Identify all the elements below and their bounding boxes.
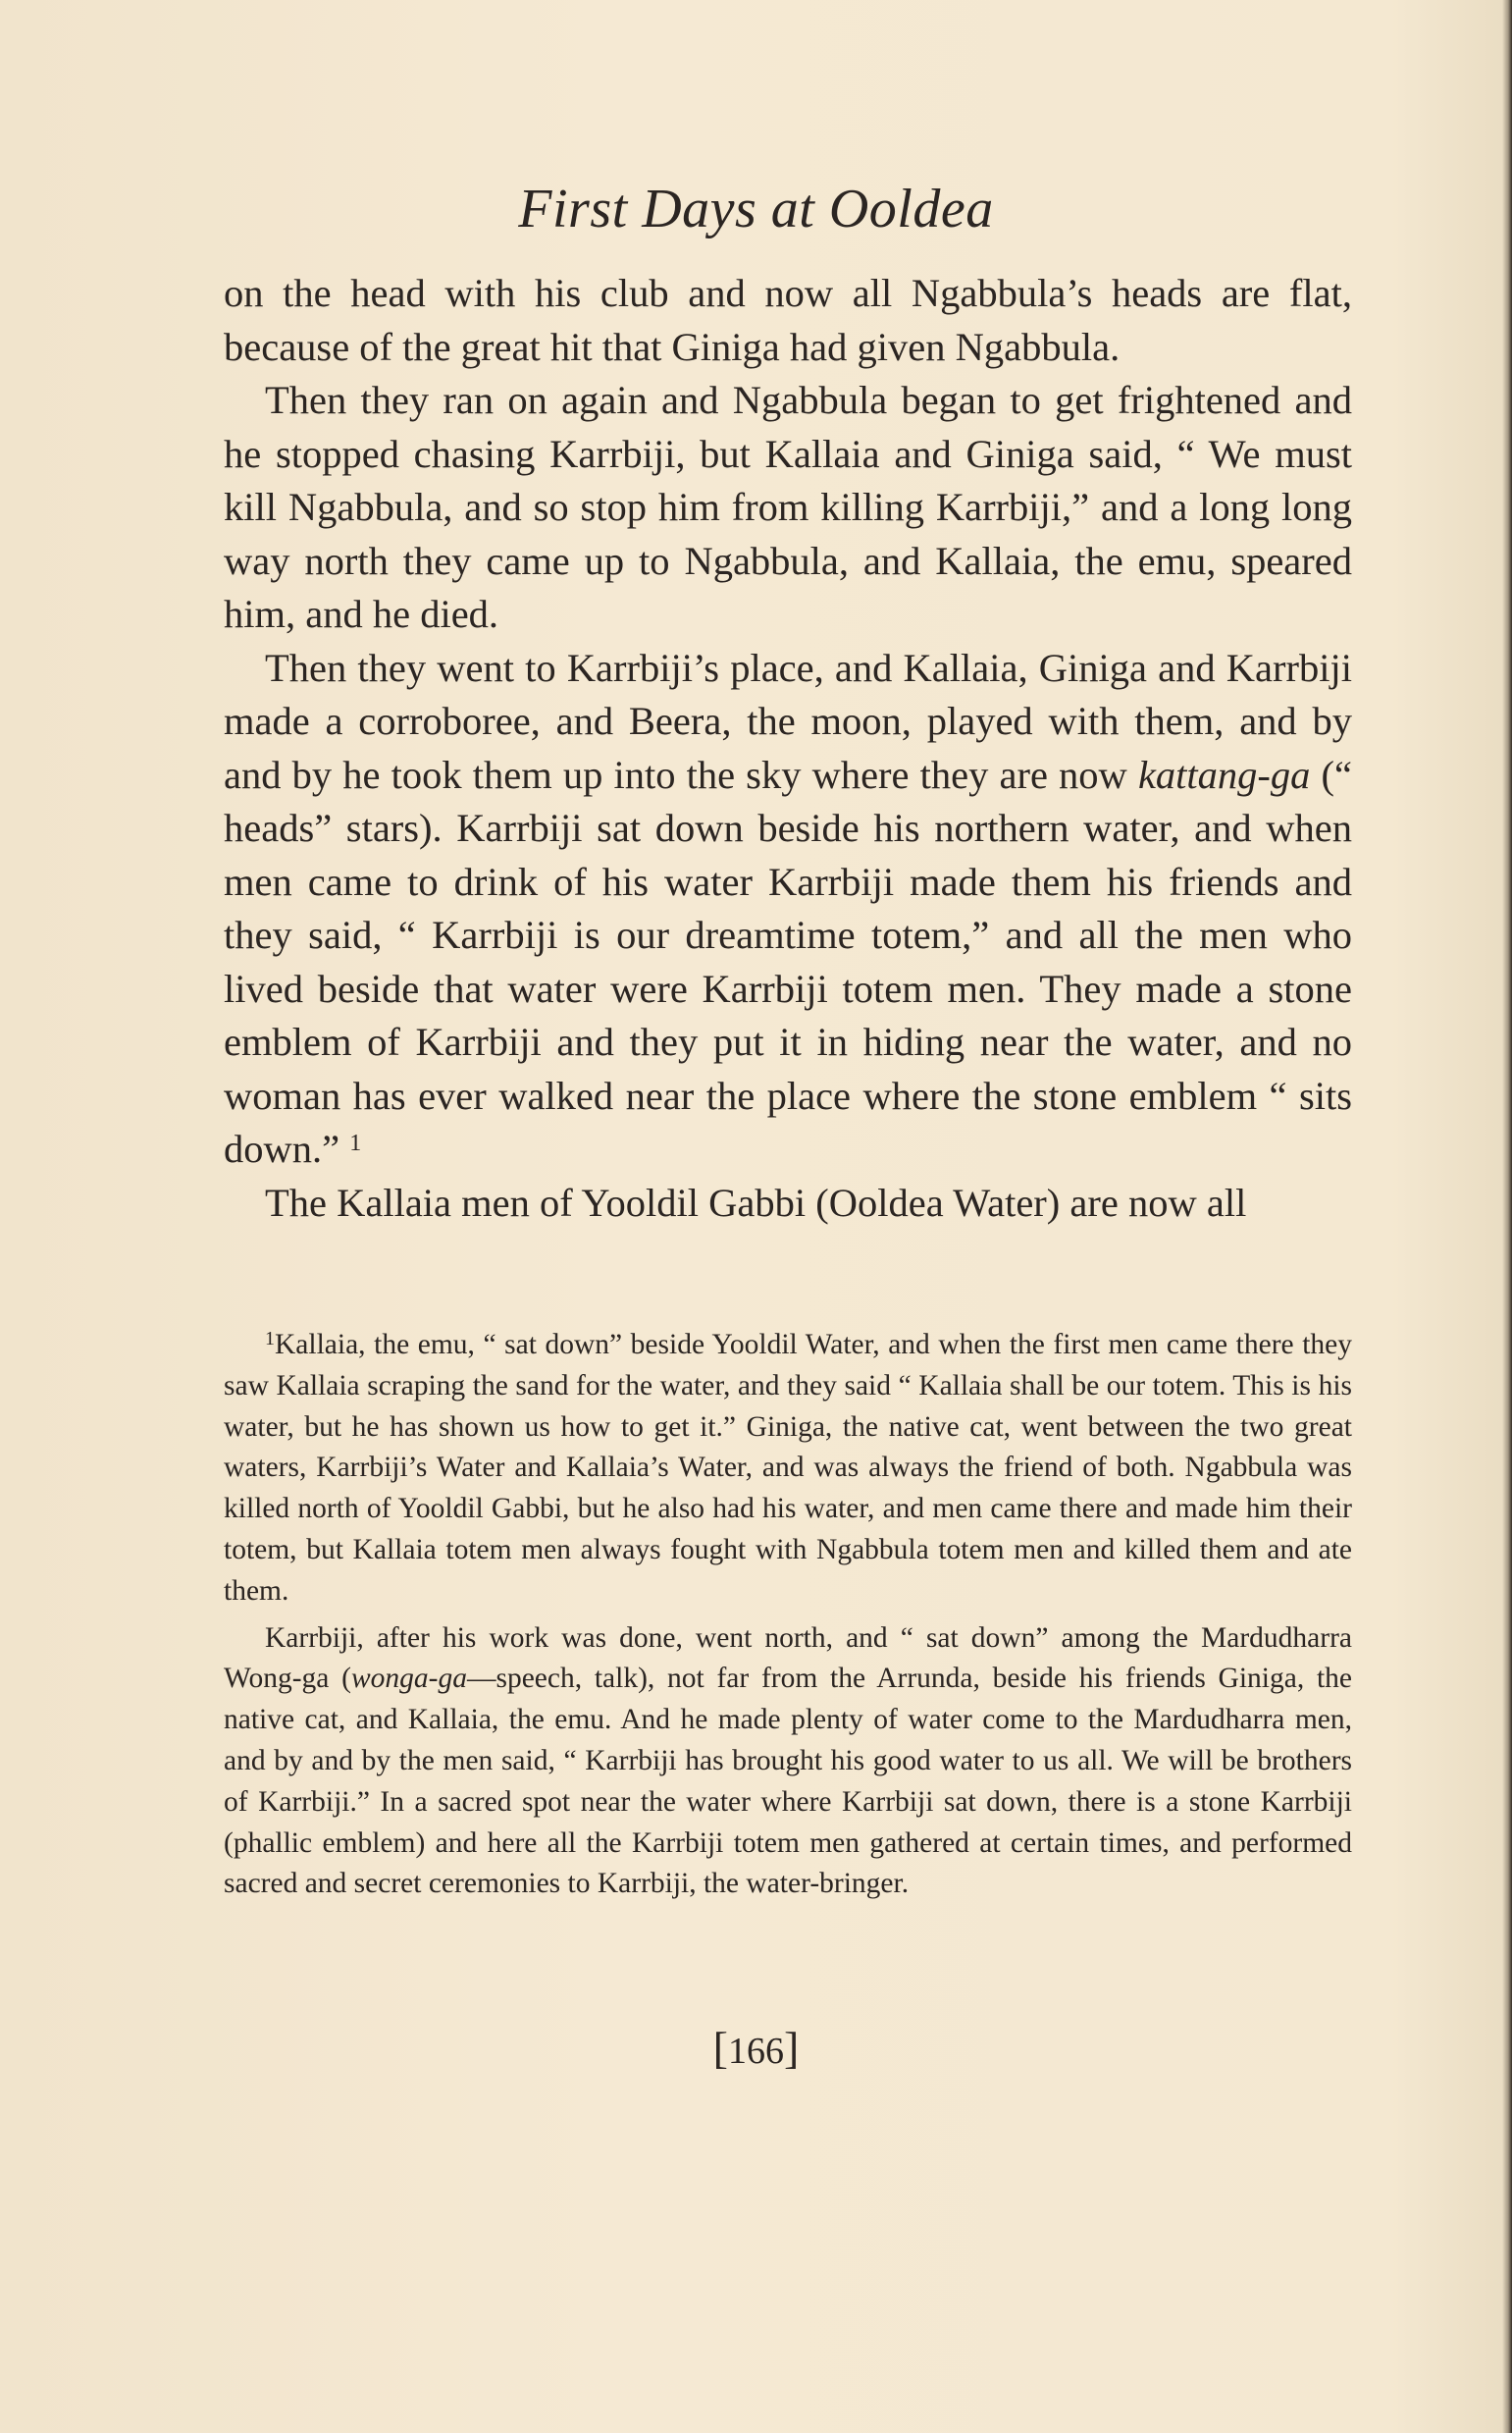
- paragraph-4: The Kallaia men of Yooldil Gabbi (Ooldea Water) are now all: [265, 1180, 1247, 1225]
- footnote-1: [224, 1325, 1352, 1613]
- italic-term-wonga-ga: wonga-ga: [350, 1663, 467, 1695]
- italic-term-kattang-ga: kattang-ga: [1137, 752, 1311, 797]
- footnote-1-continuation: [224, 1618, 1352, 1906]
- footnote-mark: 1: [265, 1328, 275, 1349]
- folio-close-bracket: ]: [784, 2023, 800, 2073]
- folio-open-bracket: [: [712, 2023, 728, 2073]
- paragraph-3-text-b: (“ heads” stars). Karrbiji sat down beside his northern water, and when men came to drink of his water Karrbiji made them his friends and they said, “ Karrbiji is our dreamtime totem,” and all the men who lived beside that water were Karrbiji totem men. They made a stone emblem of Karrbiji and they put it in hiding near the water, and no woman has ever walked near the place where the stone emblem “ sits down.”: [224, 752, 1352, 1171]
- footnote-1-text: Kallaia, the emu, “ sat down” beside Yooldil Water, and when the first men came there they saw Kallaia scraping the sand for the water, and they said “ Kallaia shall be our totem. This is his water, but he has shown us how to get it.” Giniga, the native cat, went between the two great waters, Karrbiji’s Water and Kallaia’s Water, and was always the friend of both. Ngabbula was killed north of Yooldil Gabbi, but he also had his water, and men came there and made him their totem, but Kallaia totem men always fought with Ngabbula totem men and killed them and ate them.: [224, 1329, 1352, 1607]
- page-number: [0, 2024, 1512, 2076]
- footnote-2-text-b: —speech, talk), not far from the Arrunda, beside his friends Giniga, the native cat, and Kallaia, the emu. And he made plenty of water come to the Mardudharra men, and by and by the men said, “ Karrbiji has brought his good water to us all. We will be brothers of Karrbiji.” In a sacred spot near the water where Karrbiji sat down, there is a stone Karrbiji (phallic emblem) and here all the Karrbiji totem men gathered at certain times, and performed sacred and secret ceremonies to Karrbiji, the water-bringer.: [224, 1663, 1352, 1900]
- footnotes: [224, 1325, 1352, 1905]
- running-head: First Days at Ooldea: [518, 179, 994, 239]
- footnote-2-text-a: Karrbiji, after his work was done, went north, and “ sat down” among the Mardudharra Wong-ga (: [224, 1621, 1352, 1695]
- footnote-reference[interactable]: 1: [349, 1131, 362, 1156]
- paragraph-1: on the head with his club and now all Ngabbula’s heads are flat, because of the great hit that Giniga had given Ngabbula.: [224, 271, 1352, 369]
- folio-number: 166: [728, 2031, 784, 2072]
- paragraph-2: Then they ran on again and Ngabbula began to get frightened and he stopped chasing Karrbiji, but Kallaia and Giniga said, “ We must kill Ngabbula, and so stop him from killing Karrbiji,” and a long long way north they came up to Ngabbula, and Kallaia, the emu, speared him, and he died.: [224, 378, 1352, 636]
- paragraph-3: [224, 642, 1352, 1177]
- main-text: [224, 267, 1352, 1230]
- paragraph-3-text-a: Then they went to Karrbiji’s place, and Kallaia, Giniga and Karrbiji made a corroboree, and Beera, the moon, played with them, and by and by he took them up into the sky where they are now: [224, 645, 1352, 797]
